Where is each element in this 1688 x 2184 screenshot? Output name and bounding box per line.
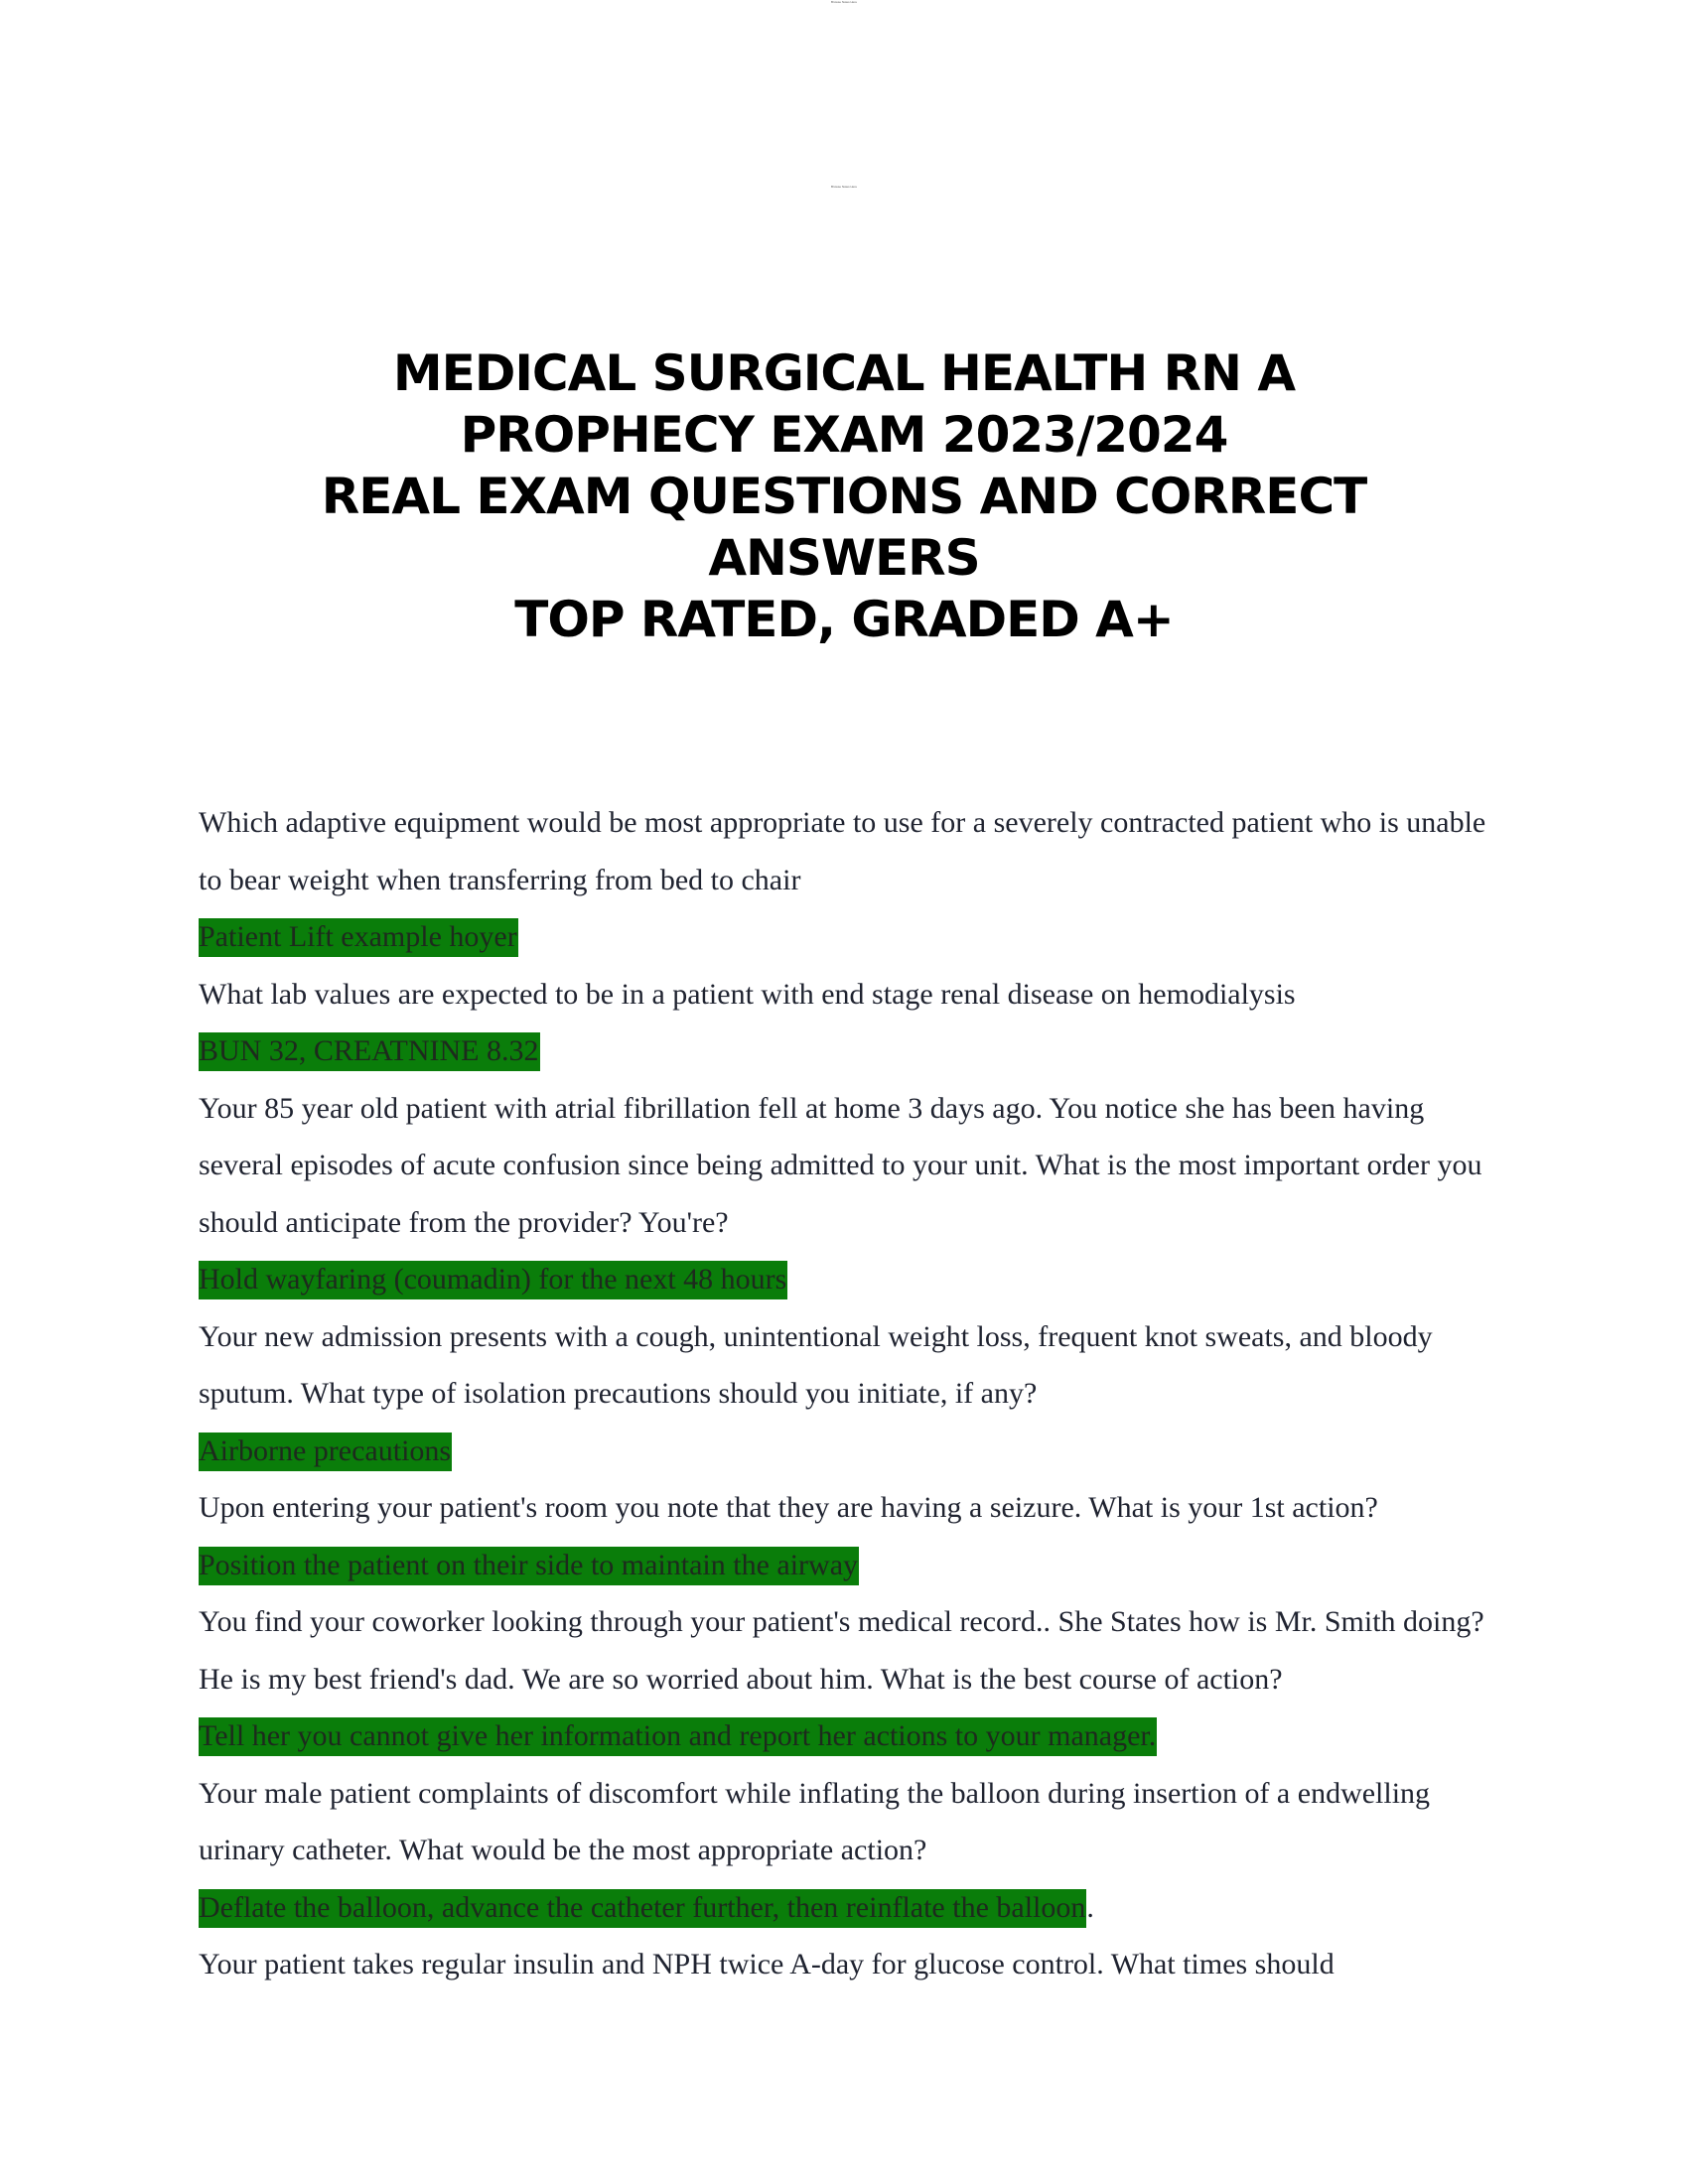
question-text: What lab values are expected to be in a patient with end stage renal disease on hemodialysis: [199, 977, 1296, 1011]
highlighted-answer: Airborne precautions: [199, 1433, 452, 1471]
question-answer-list: [199, 794, 1499, 1993]
question-text: Upon entering your patient's room you note that they are having a seizure. What is your 1st action?: [199, 1491, 1378, 1524]
question-text: Your 85 year old patient with atrial fibrillation fell at home 3 days ago. You notice she has been having several episodes of acute confusion since being admitted to your unit. What is the most important order you should anticipate from the provider? You're?: [199, 1091, 1482, 1239]
answer-line: [199, 1879, 1499, 1937]
question-text: Your male patient complaints of discomfort while inflating the balloon during insertion of a endwelling urinary catheter. What would be the most appropriate action?: [199, 1776, 1431, 1866]
title-line: TOP RATED, GRADED A+: [514, 591, 1174, 648]
question-text: Your new admission presents with a cough, unintentional weight loss, frequent knot sweats, and bloody sputum. What type of isolation precautions should you initiate, if any?: [199, 1319, 1433, 1410]
title-line: PROPHECY EXAM 2023/2024: [460, 406, 1228, 464]
question-text: Which adaptive equipment would be most appropriate to use for a severely contracted patient who is unable to bear weight when transferring from bed to chair: [199, 806, 1486, 896]
highlighted-answer: Deflate the balloon, advance the catheter further, then reinflate the balloon: [199, 1889, 1086, 1928]
answer-line: [199, 908, 1499, 966]
answer-line: [199, 1251, 1499, 1308]
title-line: REAL EXAM QUESTIONS AND CORRECT: [321, 468, 1367, 525]
answer-line: [199, 1423, 1499, 1480]
title-line: ANSWERS: [708, 529, 980, 587]
highlighted-answer: Patient Lift example hoyer: [199, 918, 518, 957]
question-text: Your patient takes regular insulin and NPH twice A-day for glucose control. What times should: [199, 1948, 1335, 1980]
title-line: MEDICAL SURGICAL HEALTH RN A: [392, 344, 1296, 402]
highlighted-answer: Position the patient on their side to maintain the airway: [199, 1547, 859, 1585]
header-watermark: Browse Notes Here: [830, 0, 858, 4]
answer-line: [199, 1537, 1499, 1594]
header-watermark-secondary: Browse Notes Here: [830, 185, 858, 189]
answer-suffix: .: [1086, 1890, 1094, 1924]
highlighted-answer: Hold wayfaring (coumadin) for the next 48 hours: [199, 1261, 787, 1299]
answer-line: [199, 1023, 1499, 1080]
highlighted-answer: Tell her you cannot give her information and report her actions to your manager.: [199, 1717, 1157, 1756]
document-title: [179, 342, 1509, 650]
answer-line: [199, 1707, 1499, 1765]
highlighted-answer: BUN 32, CREATNINE 8.32: [199, 1032, 540, 1071]
question-text: You find your coworker looking through your patient's medical record.. She States how is Mr. Smith doing? He is my best friend's dad. We are so worried about him. What is the best course of action?: [199, 1605, 1484, 1696]
